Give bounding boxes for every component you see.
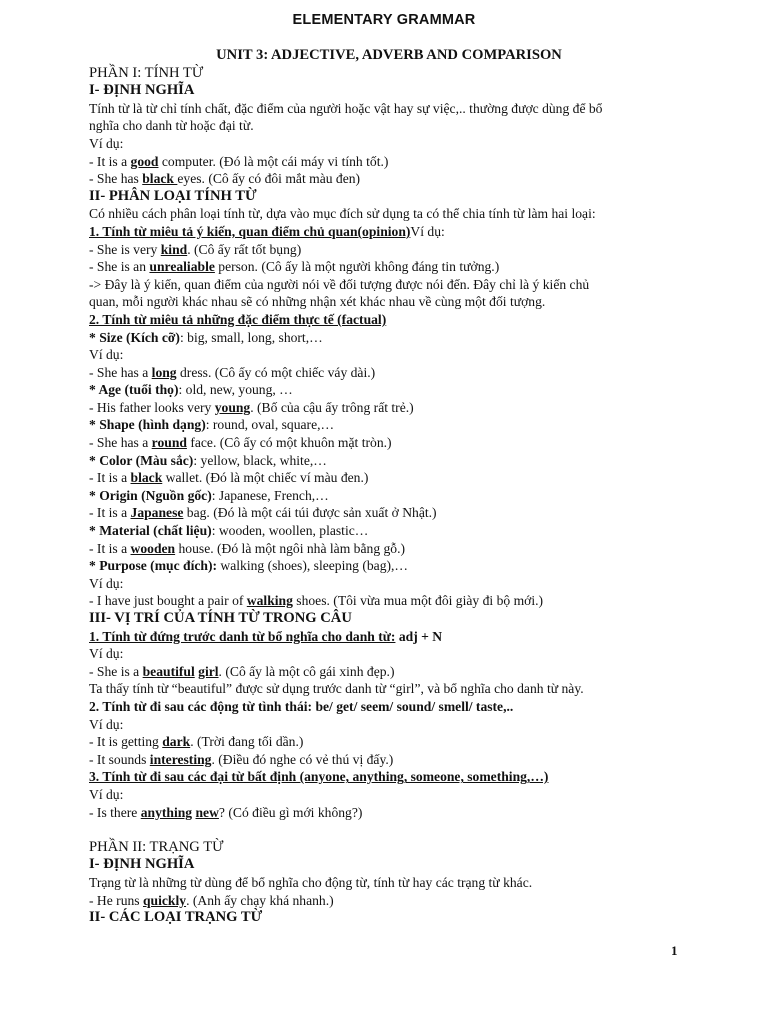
example-japanese: - It is a Japanese bag. (Đó là một cái túi được sản xuất ở Nhật.) <box>89 505 437 521</box>
part2-heading: PHẦN II: TRẠNG TỪ <box>89 838 224 855</box>
example-walking: - I have just bought a pair of walking shoes. (Tôi vừa mua một đôi giày đi bộ mới.) <box>89 593 544 609</box>
example-label: Ví dụ: <box>89 347 124 363</box>
category-origin: * Origin (Nguồn gốc): Japanese, French,… <box>89 487 329 503</box>
spacer <box>89 821 689 839</box>
adverb-definition: Trạng từ là những từ dùng để bổ nghĩa cho động từ, tính từ hay các trạng từ khác. <box>89 874 533 890</box>
position-rule-1: 1. Tính từ đứng trước danh từ bổ nghĩa cho danh từ: adj + N <box>89 628 443 644</box>
part1-s1-heading: I- ĐỊNH NGHĨA <box>89 82 195 99</box>
part2-s1-heading: I- ĐỊNH NGHĨA <box>89 856 195 873</box>
part1-s2-heading: II- PHÂN LOẠI TÍNH TỪ <box>89 187 257 204</box>
document-body <box>89 47 689 927</box>
category-color: * Color (Màu sắc): yellow, black, white,… <box>89 452 327 468</box>
example-label: Ví dụ: <box>89 135 124 151</box>
part1-s3-heading: III- VỊ TRÍ CỦA TÍNH TỪ TRONG CÂU <box>89 610 352 626</box>
example-long: - She has a long dress. (Cô ấy có một chiếc váy dài.) <box>89 364 376 380</box>
part1-def-line1: Tính từ là từ chỉ tính chất, đặc điểm của người hoặc vật hay sự việc,.. thường được dùng để bổ <box>89 100 603 116</box>
part1-heading: PHẦN I: TÍNH TỪ <box>89 64 204 81</box>
example-young: - His father looks very young. (Bố của cậu ấy trông rất trẻ.) <box>89 399 414 415</box>
example-beautiful-girl: - She is a beautiful girl. (Cô ấy là một cô gái xinh đẹp.) <box>89 663 395 679</box>
document-title: ELEMENTARY GRAMMAR <box>292 12 476 28</box>
opinion-note-line2: quan, mỗi người khác nhau sẽ có những nhận xét khác nhau về cùng một đối tượng. <box>89 294 546 310</box>
classification-intro: Có nhiều cách phân loại tính từ, dựa vào mục đích sử dụng ta có thể chia tính từ làm hai loại: <box>89 206 596 222</box>
part2-s2-heading: II- CÁC LOẠI TRẠNG TỪ <box>89 909 263 926</box>
opinion-subheading: 1. Tính từ miêu tả ý kiến, quan điểm chủ quan(opinion)Ví dụ: <box>89 223 445 239</box>
category-shape: * Shape (hình dạng): round, oval, square,… <box>89 417 335 433</box>
category-purpose: * Purpose (mục đích): walking (shoes), sleeping (bag),… <box>89 558 409 574</box>
position-rule-2: 2. Tính từ đi sau các động từ tình thái: be/ get/ seem/ sound/ smell/ taste,.. <box>89 698 514 714</box>
factual-subheading: 2. Tính từ miêu tả những đặc điểm thực tế (factual) <box>89 311 387 327</box>
category-age: * Age (tuổi thọ): old, new, young, … <box>89 382 293 398</box>
position-rule-3: 3. Tính từ đi sau các đại từ bất định (anyone, anything, someone, something,…) <box>89 769 549 785</box>
example-dark: - It is getting dark. (Trời đang tối dần.) <box>89 734 304 750</box>
example-interesting: - It sounds interesting. (Điều đó nghe có vẻ thú vị đấy.) <box>89 751 394 767</box>
category-material: * Material (chất liệu): wooden, woollen, plastic… <box>89 523 369 539</box>
part1-def-line2: nghĩa cho danh từ hoặc đại từ. <box>89 118 254 134</box>
example-unrealiable: - She is an unrealiable person. (Cô ấy là một người không đáng tin tưởng.) <box>89 259 500 275</box>
example-round: - She has a round face. (Cô ấy có một khuôn mặt tròn.) <box>89 435 392 451</box>
example-label: Ví dụ: <box>89 716 124 732</box>
example-label: Ví dụ: <box>89 646 124 662</box>
category-size: * Size (Kích cỡ): big, small, long, short,… <box>89 329 323 345</box>
example-quickly: - He runs quickly. (Anh ấy chạy khá nhanh.) <box>89 892 334 908</box>
example-anything-new: - Is there anything new? (Có điều gì mới không?) <box>89 804 363 820</box>
example-kind: - She is very kind. (Cô ấy rất tốt bụng) <box>89 241 302 257</box>
page-number: 1 <box>671 943 678 958</box>
beautiful-note: Ta thấy tính từ “beautiful” được sử dụng trước danh từ “girl”, và bổ nghĩa cho danh từ này. <box>89 681 584 697</box>
example-black-eyes: - She has black eyes. (Cô ấy có đôi mắt màu đen) <box>89 171 361 187</box>
example-label: Ví dụ: <box>89 575 124 591</box>
example-label: Ví dụ: <box>89 786 124 802</box>
opinion-note-line1: -> Đây là ý kiến, quan điểm của người nói về đối tượng được nói đến. Đây chỉ là ý kiến chủ <box>89 276 590 292</box>
unit-title: UNIT 3: ADJECTIVE, ADVERB AND COMPARISON <box>216 47 562 63</box>
example-good: - It is a good computer. (Đó là một cái máy vi tính tốt.) <box>89 153 389 169</box>
example-wooden: - It is a wooden house. (Đó là một ngôi nhà làm bằng gỗ.) <box>89 540 406 556</box>
example-black-wallet: - It is a black wallet. (Đó là một chiếc ví màu đen.) <box>89 470 369 486</box>
